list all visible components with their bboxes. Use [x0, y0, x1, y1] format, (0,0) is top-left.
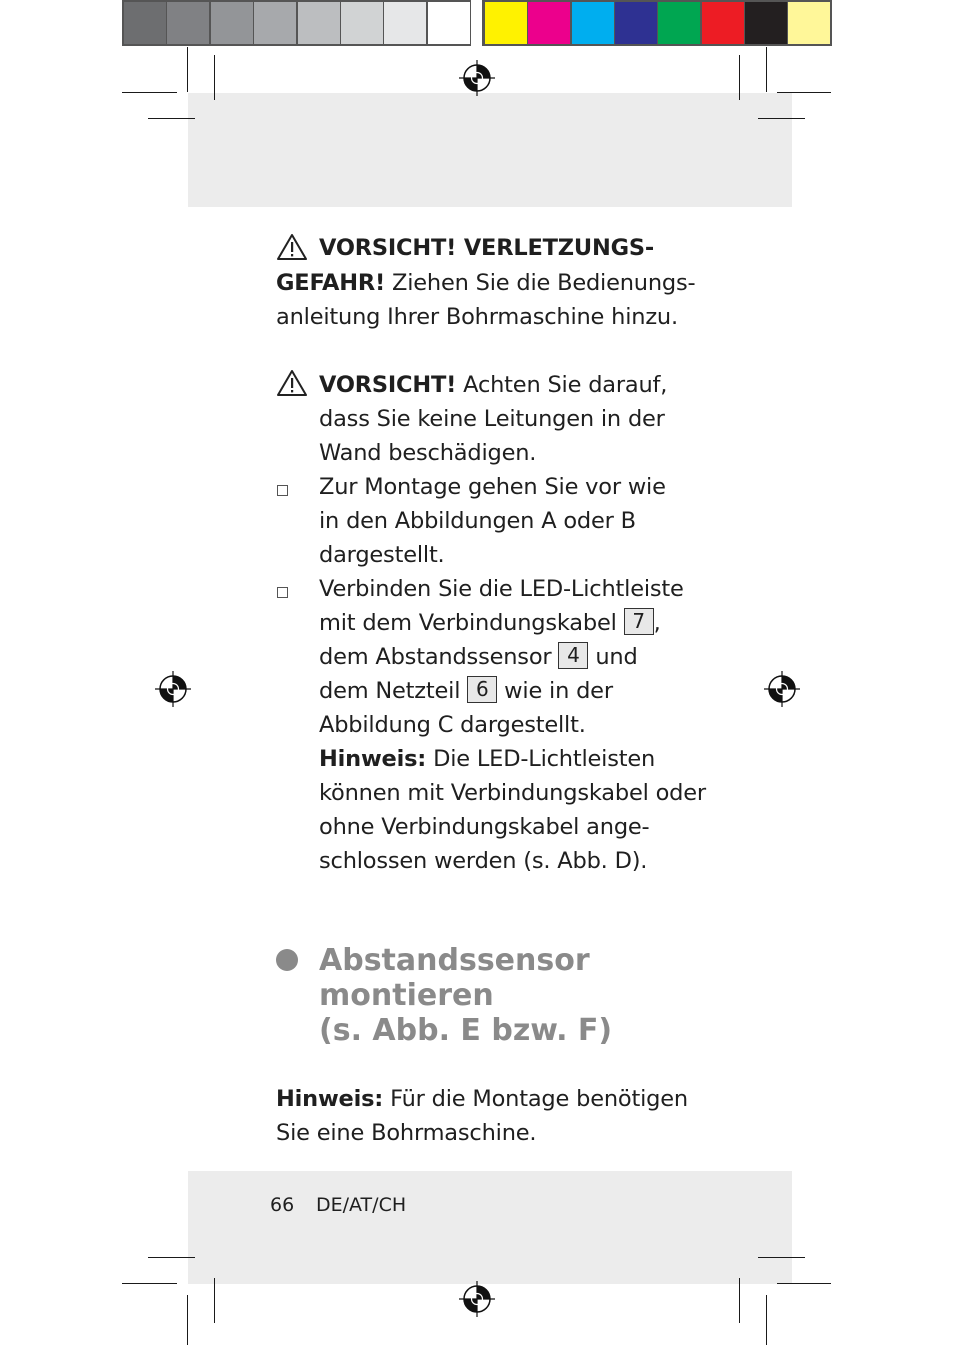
item2-line2 — [319, 606, 661, 640]
item2-line1: Verbinden Sie die LED-Lichtleiste — [319, 576, 684, 602]
color-swatch — [572, 2, 614, 44]
warning1-line2 — [276, 266, 695, 300]
gray-swatch — [341, 2, 383, 44]
gray-swatch — [211, 2, 253, 44]
gray-swatch — [428, 2, 470, 44]
item1-line3: dargestellt. — [319, 542, 445, 568]
warning2-line2: dass Sie keine Leitungen in der — [319, 406, 665, 432]
item2-note-line3: ohne Verbindungskabel ange- — [319, 814, 650, 840]
item2-line5: Abbildung C dargestellt. — [319, 712, 586, 738]
section-title-line2: montieren — [319, 978, 494, 1013]
registration-mark-top-icon — [459, 60, 495, 96]
bullet-checkbox-icon — [277, 485, 288, 496]
warning1-text-line2: Ziehen Sie die Bedienungs- — [385, 270, 696, 296]
item2-text: , — [653, 610, 661, 636]
registration-mark-right-icon — [764, 671, 800, 707]
color-swatch — [788, 2, 830, 44]
bottom-note-line2: Sie eine Bohrmaschine. — [276, 1120, 537, 1146]
registration-mark-bottom-icon — [459, 1281, 495, 1317]
item2-note-line1 — [319, 742, 655, 776]
bullet-checkbox-icon — [277, 587, 288, 598]
item2-text: und — [588, 644, 638, 670]
warning1-heading-line1: VORSICHT! VERLETZUNGS- — [319, 235, 655, 261]
gray-swatch — [384, 2, 426, 44]
bottom-note-label: Hinweis: — [276, 1086, 384, 1112]
page-number: 66 — [270, 1194, 295, 1216]
color-swatch — [615, 2, 657, 44]
locale-label: DE/AT/CH — [316, 1194, 407, 1216]
part-ref-sensor: 4 — [558, 642, 588, 669]
gray-swatch — [254, 2, 296, 44]
color-swatch — [745, 2, 787, 44]
item2-note-line2: können mit Verbindungskabel oder — [319, 780, 706, 806]
color-swatch — [528, 2, 570, 44]
bottom-note-text: Für die Montage benötigen — [383, 1086, 688, 1112]
color-swatch — [658, 2, 700, 44]
item1-line1: Zur Montage gehen Sie vor wie — [319, 474, 666, 500]
color-swatch — [702, 2, 744, 44]
item2-text: wie in der — [497, 678, 613, 704]
item2-text: dem Abstandssensor — [319, 644, 559, 670]
section-bullet-icon — [276, 949, 298, 971]
footer-panel — [188, 1171, 792, 1284]
item2-note-line4: schlossen werden (s. Abb. D). — [319, 848, 648, 874]
item2-note-text: Die LED-Lichtleisten — [426, 746, 656, 772]
item1-line2: in den Abbildungen A oder B — [319, 508, 636, 534]
warning1-heading-line2: GEFAHR! — [276, 270, 386, 296]
part-ref-cable: 7 — [624, 608, 654, 635]
item2-note-label: Hinweis: — [319, 746, 427, 772]
bottom-note-line1 — [276, 1082, 688, 1116]
warning2-text-line1: Achten Sie darauf, — [456, 372, 668, 398]
warning2-line3: Wand beschädigen. — [319, 440, 537, 466]
item2-line4 — [319, 674, 613, 708]
warning2-line1 — [319, 368, 667, 402]
item2-text: mit dem Verbindungskabel — [319, 610, 624, 636]
warning-triangle-icon — [276, 233, 308, 261]
warning2-heading: VORSICHT! — [319, 372, 457, 398]
gray-swatch — [298, 2, 340, 44]
warning1-line3: anleitung Ihrer Bohrmaschine hinzu. — [276, 304, 678, 330]
color-swatch — [485, 2, 527, 44]
item2-text: dem Netzteil — [319, 678, 468, 704]
item2-line3 — [319, 640, 638, 674]
gray-swatch — [124, 2, 166, 44]
part-ref-power: 6 — [467, 676, 497, 703]
header-panel — [188, 93, 792, 207]
section-title-line3: (s. Abb. E bzw. F) — [319, 1013, 613, 1048]
warning-triangle-icon — [276, 369, 308, 397]
gray-swatch — [167, 2, 209, 44]
section-title-line1: Abstandssensor — [319, 943, 590, 978]
registration-mark-left-icon — [155, 671, 191, 707]
